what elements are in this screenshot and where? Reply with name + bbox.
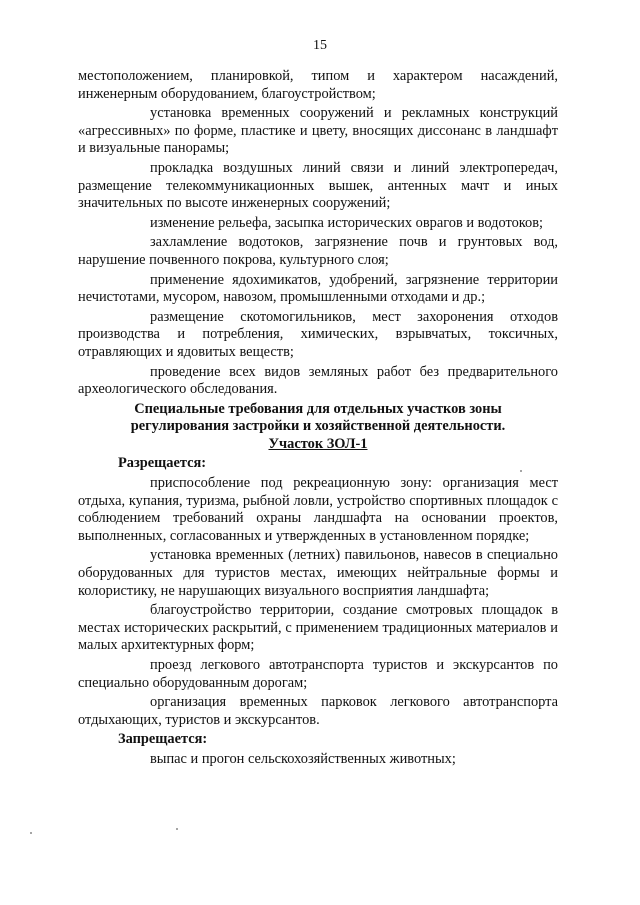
paragraph: местоположением, планировкой, типом и характером насаждений, инженерным оборудованием, благоустройством; bbox=[78, 68, 558, 102]
scan-speck bbox=[176, 828, 178, 830]
paragraph: проведение всех видов земляных работ без предварительного археологического обследования. bbox=[78, 363, 558, 398]
allowed-item: приспособление под рекреационную зону: организация мест отдыха, купания, туризма, рыбной ловли, устройство спортивных площадок с соблюдением требований охраны ландшафта на основании проектов, выполненных, согласованных и утвержденных в установленном порядке; bbox=[78, 475, 558, 544]
page-number: 15 bbox=[313, 38, 327, 53]
allowed-item: благоустройство территории, создание смотровых площадок в местах исторических раскрытий, с применением традиционных материалов и малых архитектурных форм; bbox=[78, 602, 558, 654]
scan-speck bbox=[520, 470, 522, 472]
allowed-item: проезд легкового автотранспорта туристов и экскурсантов по специально оборудованным дорогам; bbox=[78, 657, 558, 691]
forbidden-item: выпас и прогон сельскохозяйственных животных; bbox=[150, 750, 456, 767]
paragraph: применение ядохимикатов, удобрений, загрязнение территории нечистотами, мусором, навозом, промышленными отходами и др.; bbox=[78, 271, 558, 306]
section-heading-line-1: Специальные требования для отдельных участков зоны bbox=[134, 400, 502, 417]
scan-speck bbox=[30, 832, 32, 834]
paragraph: установка временных сооружений и рекламных конструкций «агрессивных» по форме, пластике и цвету, вносящих диссонанс в ландшафт и визуальные панорамы; bbox=[78, 105, 558, 157]
paragraph: прокладка воздушных линий связи и линий электропередач, размещение телекоммуникационных вышек, антенных мачт и иных значительных по высоте инженерных сооружений; bbox=[78, 159, 558, 212]
document-body bbox=[78, 68, 558, 771]
paragraph: размещение скотомогильников, мест захоронения отходов производства и потребления, химических, взрывчатых, токсичных, отравляющих и ядовитых веществ; bbox=[78, 308, 558, 360]
section-heading-line-2: регулирования застройки и хозяйственной деятельности. bbox=[130, 418, 506, 435]
paragraph: захламление водотоков, загрязнение почв и грунтовых вод, нарушение почвенного покрова, культурного слоя; bbox=[78, 234, 558, 268]
paragraph: изменение рельефа, засыпка исторических оврагов и водотоков; bbox=[150, 214, 544, 231]
allowed-item: организация временных парковок легкового автотранспорта отдыхающих, туристов и экскурсантов. bbox=[78, 694, 558, 728]
section-subheading: Участок ЗОЛ-1 bbox=[268, 435, 368, 452]
forbidden-label: Запрещается: bbox=[118, 731, 208, 748]
allowed-item: установка временных (летних) павильонов, навесов в специально оборудованных для туристов местах, имеющих нейтральные формы и колористику, не нарушающих визуального восприятия ландшафта; bbox=[78, 547, 558, 599]
allowed-label: Разрещается: bbox=[118, 455, 207, 472]
